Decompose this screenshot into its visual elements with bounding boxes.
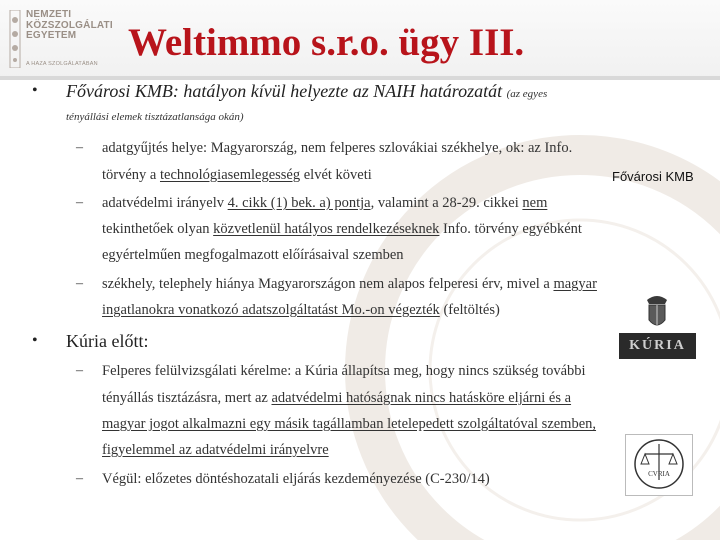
logo-line-1: NEMZETI bbox=[26, 9, 72, 20]
b1-item3-line1: székhely, telephely hiánya Magyarországon nem alapos felperesi érv, mivel a magyar bbox=[102, 276, 597, 292]
logo-subline: A HAZA SZOLGÁLATÁBAN bbox=[26, 61, 98, 67]
b1-item2-line3: egyértelműen megfogalmazott előírásaival szemben bbox=[102, 247, 404, 263]
b1-item2-line1: adatvédelmi irányelv 4. cikk (1) bek. a) pontja, valamint a 28-29. cikkei nem bbox=[102, 195, 548, 211]
dash: – bbox=[76, 471, 83, 486]
b1-item3-line2: ingatlanokra vonatkozó adatszolgáltatást Mo.-on végezték (feltöltés) bbox=[102, 302, 500, 318]
svg-text:CVRIA: CVRIA bbox=[648, 470, 670, 478]
hungarian-coat-of-arms-icon bbox=[631, 292, 683, 334]
b2-item1-line2: tényállás tisztázásra, mert az adatvédelmi hatóságnak nincs hatásköre eljárni és a bbox=[102, 390, 572, 406]
bullet1-heading: Fővárosi KMB: hatályon kívül helyezte az NAIH határozatát bbox=[66, 81, 503, 101]
logo-line-2: KÖZSZOLGÁLATI bbox=[26, 19, 113, 31]
b2-item1-line4: figyelemmel az adatvédelmi irányelvre bbox=[102, 442, 329, 458]
b1-item1-underlined: technológiasemlegesség bbox=[159, 167, 301, 183]
university-logo bbox=[8, 6, 128, 76]
dash: – bbox=[76, 363, 83, 378]
side-label-fovarosi-kmb: Fővárosi KMB bbox=[612, 169, 694, 184]
kuria-logo-box: KÚRIA bbox=[619, 333, 696, 359]
crest-icon bbox=[8, 10, 22, 68]
dash: – bbox=[76, 276, 83, 291]
court-of-justice-logo-icon bbox=[625, 434, 693, 496]
b2-item1-line3: magyar jogot alkalmazni egy másik tagállamban letelepedett szolgáltatóval szemben, bbox=[102, 416, 597, 432]
b1-item1-line1: adatgyűjtés helye: Magyarország, nem felperes szlovákiai székhelye, ok: az Info. bbox=[102, 140, 573, 156]
bullet1-paren-a: (az egyes bbox=[506, 88, 548, 100]
dash: – bbox=[76, 140, 83, 155]
b2-item2-line1: Végül: előzetes döntéshozatali eljárás kezdeményezése (C-230/14) bbox=[102, 471, 490, 487]
dash: – bbox=[76, 195, 83, 210]
b2-item1-line1: Felperes felülvizsgálati kérelme: a Kúria állapítsa meg, hogy nincs szükség további bbox=[102, 363, 586, 379]
bullet2-heading: Kúria előtt: bbox=[66, 331, 149, 351]
b1-item1-line2: törvény a technológiasemlegesség elvét követi bbox=[102, 167, 372, 183]
b1-item2-line2: tekinthetőek olyan közvetlenül hatályos rendelkezéseknek Info. törvény egyébként bbox=[102, 221, 582, 237]
header-divider bbox=[0, 76, 720, 80]
bullet-dot: • bbox=[32, 82, 38, 99]
slide-title: Weltimmo s.r.o. ügy III. bbox=[128, 21, 525, 64]
bullet-dot: • bbox=[32, 332, 38, 349]
bullet1-paren-b: tényállási elemek tisztázatlansága okán) bbox=[66, 111, 244, 123]
logo-line-3: EGYETEM bbox=[26, 30, 77, 41]
